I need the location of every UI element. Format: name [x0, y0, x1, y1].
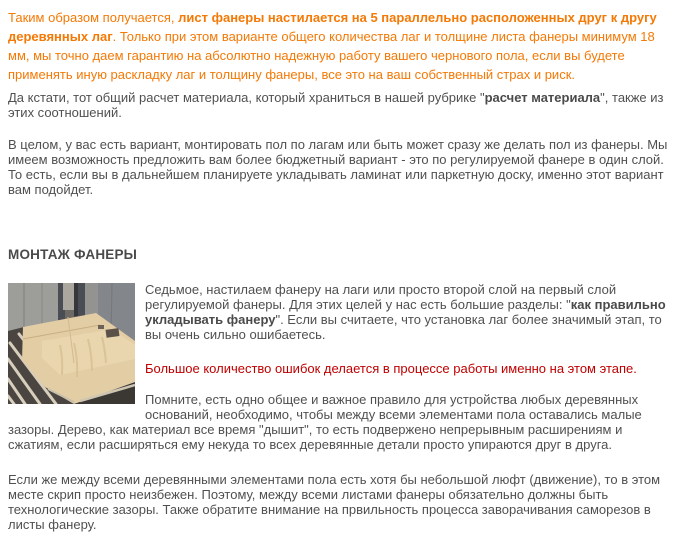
- intro-bold-statement: лист фанеры настилается на 5 параллельно расположенных друг к другу деревянных лаг: [8, 10, 657, 44]
- rubric-ref-material-calc: расчет материала: [484, 90, 601, 105]
- plywood-photo: [8, 283, 135, 404]
- options-paragraph: В целом, у вас есть вариант, монтировать пол по лагам или быть может сразу же делать пол из фанеры. Мы имеем возможность предложить вам более бюджетный вариант - это по регулируемой фанере в один слой. То есть, если вы в дальнейшем планируете укладывать ламинат или паркетную доску, именно этот вариант вам подойдет.: [8, 137, 668, 197]
- plywood-laying-text-end: ". Если вы считаете, что установка лаг более значимый этап, то вы очень сильно ошибаетесь.: [145, 312, 662, 342]
- material-calc-text-end: ", также из этих соотношений.: [8, 90, 664, 120]
- intro-paragraph: [8, 8, 678, 84]
- plywood-laying-text-start: Седьмое, настилаем фанеру на лаги или просто второй слой на первый слой регулируемой фанеры. Для этих целей у нас есть большие разделы: ": [145, 282, 617, 312]
- squeak-warning-paragraph: Если же между всеми деревянными элементами пола есть хотя бы небольшой люфт (движение), то в этом месте скрип просто неизбежен. Поэтому, между всеми листами фанеры обязательно должны быть технологические зазоры. Также обратите внимание на првильность процесса заворачивания саморезов в листы фанеру.: [8, 472, 661, 532]
- warning-text: Большое количество ошибок делается в процессе работы именно на этом этапе.: [145, 361, 637, 376]
- rubric-ref-laying-plywood: как правильно укладывать фанеру: [145, 297, 666, 327]
- plywood-photo-image: [8, 283, 135, 404]
- material-calc-paragraph: [8, 90, 678, 120]
- material-calc-text-start: Да кстати, тот общий расчет материала, который храниться в нашей рубрике ": [8, 90, 485, 105]
- section-heading: МОНТАЖ ФАНЕРЫ: [8, 247, 138, 262]
- gaps-rule-paragraph: Помните, есть одно общее и важное правило для устройства любых деревянных оснований, необходимо, чтобы между всеми элементами пола оставались малые зазоры. Дерево, как материал все время "дышит", то есть подвержено непрерывным расширениям и сжатиям, если расширяться ему некуда то всех деревянные детали просто упираются друг в друга.: [8, 392, 642, 452]
- intro-text-end: . Только при этом варианте общего количества лаг и толщине листа фанеры минимум 18 мм, мы точно даем гарантию на абсолютно надежную работу вашего чернового пола, если вы будете применять иную раскладку лаг и толщину фанеры, все это на ваш собственный страх и риск.: [8, 29, 655, 82]
- intro-text-start: Таким образом получается,: [8, 10, 179, 25]
